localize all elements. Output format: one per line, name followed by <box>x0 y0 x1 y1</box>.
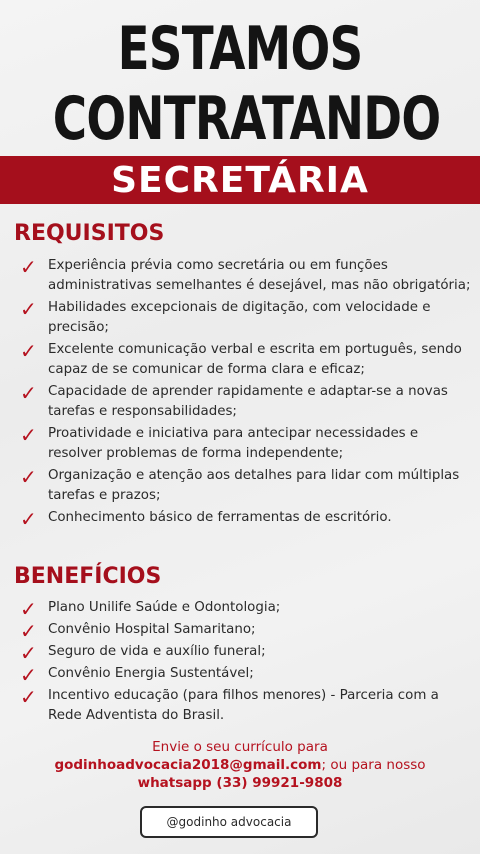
list-item <box>0 382 480 422</box>
job-title: SECRETÁRIA <box>111 160 369 201</box>
list-item <box>0 298 480 338</box>
requisitos-heading: REQUISITOS <box>14 221 165 246</box>
list-item-text: Conhecimento básico de ferramentas de escritório. <box>48 510 392 525</box>
list-item <box>0 663 480 687</box>
check-mark-icon: ✓ <box>20 597 37 621</box>
beneficios-heading: BENEFÍCIOS <box>14 564 162 589</box>
list-item <box>0 424 480 464</box>
footer-instruction: Envie o seu currículo para <box>152 739 328 755</box>
check-mark-icon: ✓ <box>20 641 37 665</box>
check-mark-icon: ✓ <box>20 255 37 279</box>
footer-email-line <box>0 755 480 775</box>
list-item <box>0 619 480 643</box>
list-item-text: Plano Unilife Saúde e Odontologia; <box>48 600 281 615</box>
beneficios-list <box>0 598 480 728</box>
list-item-text: Convênio Hospital Samaritano; <box>48 622 256 637</box>
list-item <box>0 256 480 296</box>
list-item-text: Habilidades excepcionais de digitação, com velocidade e precisão; <box>48 300 431 335</box>
footer-whatsapp[interactable]: whatsapp (33) 99921-9808 <box>137 775 343 791</box>
check-mark-icon: ✓ <box>20 507 37 531</box>
footer-email-suffix: ; ou para nosso <box>321 757 426 773</box>
check-mark-icon: ✓ <box>20 423 37 447</box>
check-mark-icon: ✓ <box>20 685 37 709</box>
list-item-text: Proatividade e iniciativa para antecipar necessidades e resolver problemas de forma independente; <box>48 426 419 461</box>
contact-email[interactable]: godinhoadvocacia2018@gmail.com <box>54 757 322 773</box>
requisitos-list <box>0 256 480 530</box>
list-item <box>0 507 480 531</box>
list-item-text: Seguro de vida e auxílio funeral; <box>48 644 266 659</box>
list-item <box>0 686 480 726</box>
check-mark-icon: ✓ <box>20 381 37 405</box>
list-item <box>0 466 480 506</box>
check-mark-icon: ✓ <box>20 465 37 489</box>
list-item-text: Organização e atenção aos detalhes para lidar com múltiplas tarefas e prazos; <box>48 468 460 503</box>
list-item <box>0 641 480 665</box>
headline-line-1: ESTAMOS <box>117 14 363 84</box>
list-item-text: Experiência prévia como secretária ou em funções administrativas semelhantes é desejável, mas não obrigatória; <box>48 258 471 293</box>
check-mark-icon: ✓ <box>20 339 37 363</box>
check-mark-icon: ✓ <box>20 619 37 643</box>
list-item-text: Convênio Energia Sustentável; <box>48 666 254 681</box>
social-handle[interactable]: @godinho advocacia <box>140 806 318 838</box>
list-item <box>0 340 480 380</box>
list-item-text: Incentivo educação (para filhos menores) - Parceria com a Rede Adventista do Brasil. <box>48 688 439 723</box>
list-item-text: Excelente comunicação verbal e escrita em português, sendo capaz de se comunicar de forma clara e eficaz; <box>48 342 462 377</box>
check-mark-icon: ✓ <box>20 297 37 321</box>
headline-line-2: CONTRATANDO <box>52 84 441 154</box>
list-item-text: Capacidade de aprender rapidamente e adaptar-se a novas tarefas e responsabilidades; <box>48 384 448 419</box>
check-mark-icon: ✓ <box>20 663 37 687</box>
list-item <box>0 597 480 621</box>
